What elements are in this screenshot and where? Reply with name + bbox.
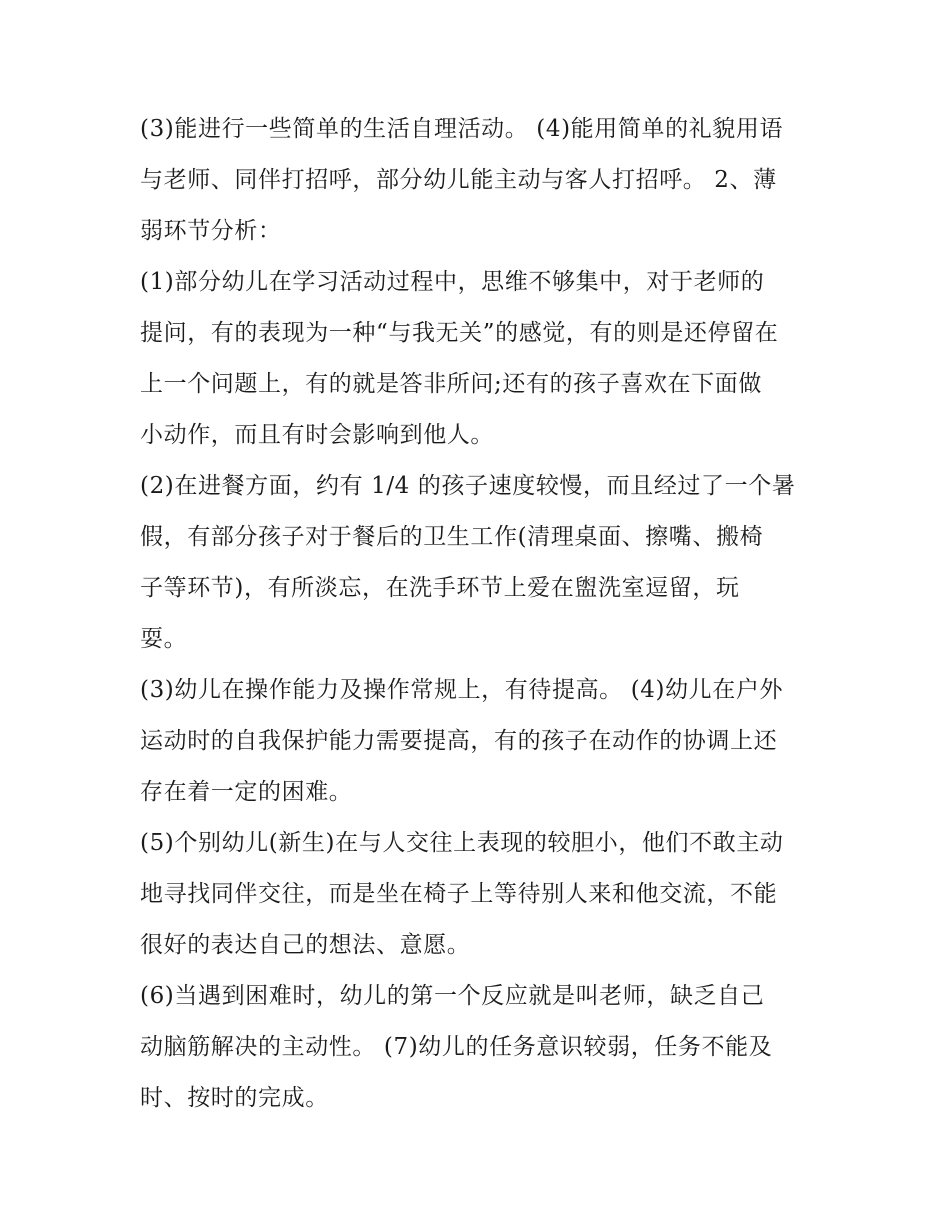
text-line: 动脑筋解决的主动性。 (7)幼儿的任务意识较弱，任务不能及 xyxy=(140,1034,773,1060)
text-line: 小动作，而且有时会影响到他人。 xyxy=(140,422,494,448)
text-line: (3)能进行一些简单的生活自理活动。 (4)能用简单的礼貌用语 xyxy=(140,116,784,142)
text-line: 很好的表达自己的想法、意愿。 xyxy=(140,932,471,958)
text-line: (5)个别幼儿(新生)在与人交往上表现的较胆小，他们不敢主动 xyxy=(140,830,784,856)
document-body xyxy=(140,104,815,1124)
text-line: (6)当遇到困难时，幼儿的第一个反应就是叫老师，缺乏自己 xyxy=(140,983,765,1009)
text-line: (2)在进餐方面，约有 1/4 的孩子速度较慢，而且经过了一个暑 xyxy=(140,473,796,499)
text-line: 假，有部分孩子对于餐后的卫生工作(清理桌面、擦嘴、搬椅 xyxy=(140,524,764,550)
text-line: 与老师、同伴打招呼，部分幼儿能主动与客人打招呼。 2、薄 xyxy=(140,167,777,193)
text-line: 存在着一定的困难。 xyxy=(140,779,353,805)
text-line: 提问，有的表现为一种“与我无关”的感觉，有的则是还停留在 xyxy=(140,320,779,346)
text-line: 地寻找同伴交往，而是坐在椅子上等待别人来和他交流，不能 xyxy=(140,881,778,907)
text-line: 上一个问题上，有的就是答非所问;还有的孩子喜欢在下面做 xyxy=(140,371,762,397)
text-line: 运动时的自我保护能力需要提高，有的孩子在动作的协调上还 xyxy=(140,728,778,754)
text-line: 子等环节)，有所淡忘，在洗手环节上爱在盥洗室逗留，玩 xyxy=(140,575,740,601)
text-line: (1)部分幼儿在学习活动过程中，思维不够集中，对于老师的 xyxy=(140,269,765,295)
text-line: 耍。 xyxy=(140,626,188,652)
text-line: 时、按时的完成。 xyxy=(140,1085,329,1111)
text-line: (3)幼儿在操作能力及操作常规上，有待提高。 (4)幼儿在户外 xyxy=(140,677,784,703)
text-line: 弱环节分析： xyxy=(140,218,282,244)
